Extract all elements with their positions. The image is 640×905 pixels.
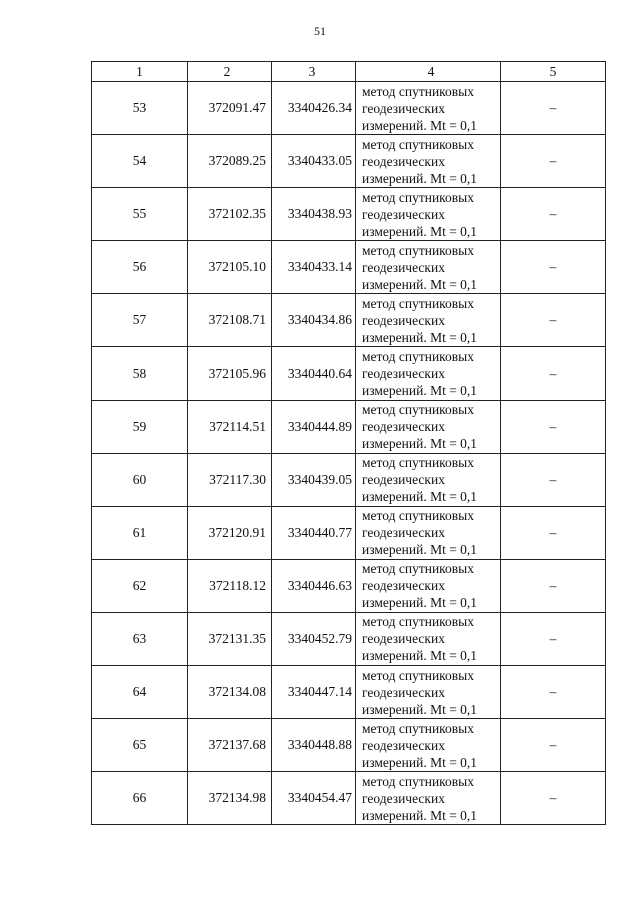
table-row — [92, 719, 606, 772]
error-value: – — [501, 506, 606, 559]
method-line-3: измерений. Mt = 0,1 — [362, 383, 478, 399]
method-line-1: метод спутниковых — [362, 561, 474, 577]
method-cell — [356, 719, 501, 772]
coordinate-y: 3340440.77 — [272, 506, 356, 559]
table-row — [92, 772, 606, 825]
method-line-1: метод спутниковых — [362, 349, 474, 365]
table-row — [92, 559, 606, 612]
method-line-1: метод спутниковых — [362, 667, 474, 683]
method-cell — [356, 453, 501, 506]
table-row — [92, 294, 606, 347]
method-line-1: метод спутниковых — [362, 189, 474, 205]
table-row — [92, 666, 606, 719]
method-line-2: геодезических — [362, 366, 445, 382]
method-line-2: геодезических — [362, 737, 445, 753]
error-value: – — [501, 772, 606, 825]
coordinate-x: 372117.30 — [188, 453, 272, 506]
method-cell — [356, 400, 501, 453]
method-line-1: метод спутниковых — [362, 508, 474, 524]
method-line-1: метод спутниковых — [362, 773, 474, 789]
error-value: – — [501, 453, 606, 506]
method-line-2: геодезических — [362, 312, 445, 328]
method-line-2: геодезических — [362, 525, 445, 541]
method-cell — [356, 82, 501, 135]
method-line-2: геодезических — [362, 206, 445, 222]
table-row — [92, 400, 606, 453]
method-line-2: геодезических — [362, 419, 445, 435]
page-number: 51 — [314, 24, 326, 38]
method-line-2: геодезических — [362, 578, 445, 594]
coordinate-y: 3340426.34 — [272, 82, 356, 135]
error-value: – — [501, 82, 606, 135]
header-col-4: 4 — [356, 62, 501, 82]
method-cell — [356, 506, 501, 559]
header-col-2: 2 — [188, 62, 272, 82]
method-line-3: измерений. Mt = 0,1 — [362, 436, 478, 452]
error-value: – — [501, 666, 606, 719]
method-line-3: измерений. Mt = 0,1 — [362, 807, 478, 823]
point-number: 65 — [92, 719, 188, 772]
method-line-2: геодезических — [362, 259, 445, 275]
coordinate-x: 372137.68 — [188, 719, 272, 772]
coordinate-x: 372108.71 — [188, 294, 272, 347]
coordinate-x: 372120.91 — [188, 506, 272, 559]
method-line-1: метод спутниковых — [362, 720, 474, 736]
coordinate-x: 372091.47 — [188, 82, 272, 135]
method-line-3: измерений. Mt = 0,1 — [362, 170, 478, 186]
method-line-3: измерений. Mt = 0,1 — [362, 754, 478, 770]
table-body — [92, 82, 606, 825]
error-value: – — [501, 400, 606, 453]
error-value: – — [501, 294, 606, 347]
table-row — [92, 453, 606, 506]
point-number: 58 — [92, 347, 188, 400]
coordinate-y: 3340434.86 — [272, 294, 356, 347]
header-row — [92, 62, 606, 82]
method-line-1: метод спутниковых — [362, 402, 474, 418]
coordinate-x: 372105.96 — [188, 347, 272, 400]
method-line-2: геодезических — [362, 790, 445, 806]
table-row — [92, 82, 606, 135]
coordinate-x: 372118.12 — [188, 559, 272, 612]
method-line-3: измерений. Mt = 0,1 — [362, 223, 478, 239]
method-cell — [356, 294, 501, 347]
point-number: 62 — [92, 559, 188, 612]
error-value: – — [501, 188, 606, 241]
error-value: – — [501, 347, 606, 400]
table-row — [92, 241, 606, 294]
method-cell — [356, 612, 501, 665]
error-value: – — [501, 559, 606, 612]
coordinate-y: 3340439.05 — [272, 453, 356, 506]
point-number: 63 — [92, 612, 188, 665]
method-cell — [356, 188, 501, 241]
method-line-3: измерений. Mt = 0,1 — [362, 329, 478, 345]
point-number: 66 — [92, 772, 188, 825]
coordinate-y: 3340448.88 — [272, 719, 356, 772]
coordinate-y: 3340454.47 — [272, 772, 356, 825]
method-line-2: геодезических — [362, 684, 445, 700]
point-number: 53 — [92, 82, 188, 135]
point-number: 64 — [92, 666, 188, 719]
method-line-3: измерений. Mt = 0,1 — [362, 595, 478, 611]
error-value: – — [501, 241, 606, 294]
method-line-1: метод спутниковых — [362, 242, 474, 258]
coordinate-y: 3340446.63 — [272, 559, 356, 612]
error-value: – — [501, 135, 606, 188]
coordinate-x: 372089.25 — [188, 135, 272, 188]
coordinates-table — [91, 61, 606, 825]
method-line-2: геодезических — [362, 631, 445, 647]
point-number: 60 — [92, 453, 188, 506]
header-col-5: 5 — [501, 62, 606, 82]
method-line-2: геодезических — [362, 153, 445, 169]
point-number: 57 — [92, 294, 188, 347]
method-line-3: измерений. Mt = 0,1 — [362, 276, 478, 292]
point-number: 59 — [92, 400, 188, 453]
method-line-3: измерений. Mt = 0,1 — [362, 542, 478, 558]
method-cell — [356, 241, 501, 294]
method-line-3: измерений. Mt = 0,1 — [362, 489, 478, 505]
point-number: 56 — [92, 241, 188, 294]
header-col-1: 1 — [92, 62, 188, 82]
coordinate-x: 372105.10 — [188, 241, 272, 294]
method-cell — [356, 135, 501, 188]
coordinate-y: 3340438.93 — [272, 188, 356, 241]
point-number: 54 — [92, 135, 188, 188]
coordinate-x: 372134.98 — [188, 772, 272, 825]
table-row — [92, 188, 606, 241]
method-cell — [356, 347, 501, 400]
method-line-3: измерений. Mt = 0,1 — [362, 701, 478, 717]
coordinate-y: 3340444.89 — [272, 400, 356, 453]
header-col-3: 3 — [272, 62, 356, 82]
table-row — [92, 135, 606, 188]
method-line-1: метод спутниковых — [362, 455, 474, 471]
coordinate-x: 372131.35 — [188, 612, 272, 665]
table-header — [92, 62, 606, 82]
coordinate-x: 372102.35 — [188, 188, 272, 241]
method-line-3: измерений. Mt = 0,1 — [362, 648, 478, 664]
coordinate-x: 372114.51 — [188, 400, 272, 453]
coordinate-y: 3340452.79 — [272, 612, 356, 665]
method-cell — [356, 666, 501, 719]
method-line-1: метод спутниковых — [362, 614, 474, 630]
method-line-1: метод спутниковых — [362, 83, 474, 99]
table-row — [92, 506, 606, 559]
method-line-1: метод спутниковых — [362, 136, 474, 152]
point-number: 55 — [92, 188, 188, 241]
method-cell — [356, 772, 501, 825]
method-line-2: геодезических — [362, 472, 445, 488]
method-cell — [356, 559, 501, 612]
coordinate-y: 3340440.64 — [272, 347, 356, 400]
error-value: – — [501, 612, 606, 665]
coordinate-y: 3340433.14 — [272, 241, 356, 294]
coordinate-x: 372134.08 — [188, 666, 272, 719]
coordinate-y: 3340433.05 — [272, 135, 356, 188]
table-row — [92, 612, 606, 665]
method-line-3: измерений. Mt = 0,1 — [362, 117, 478, 133]
table-row — [92, 347, 606, 400]
error-value: – — [501, 719, 606, 772]
method-line-1: метод спутниковых — [362, 295, 474, 311]
point-number: 61 — [92, 506, 188, 559]
method-line-2: геодезических — [362, 100, 445, 116]
coordinate-y: 3340447.14 — [272, 666, 356, 719]
